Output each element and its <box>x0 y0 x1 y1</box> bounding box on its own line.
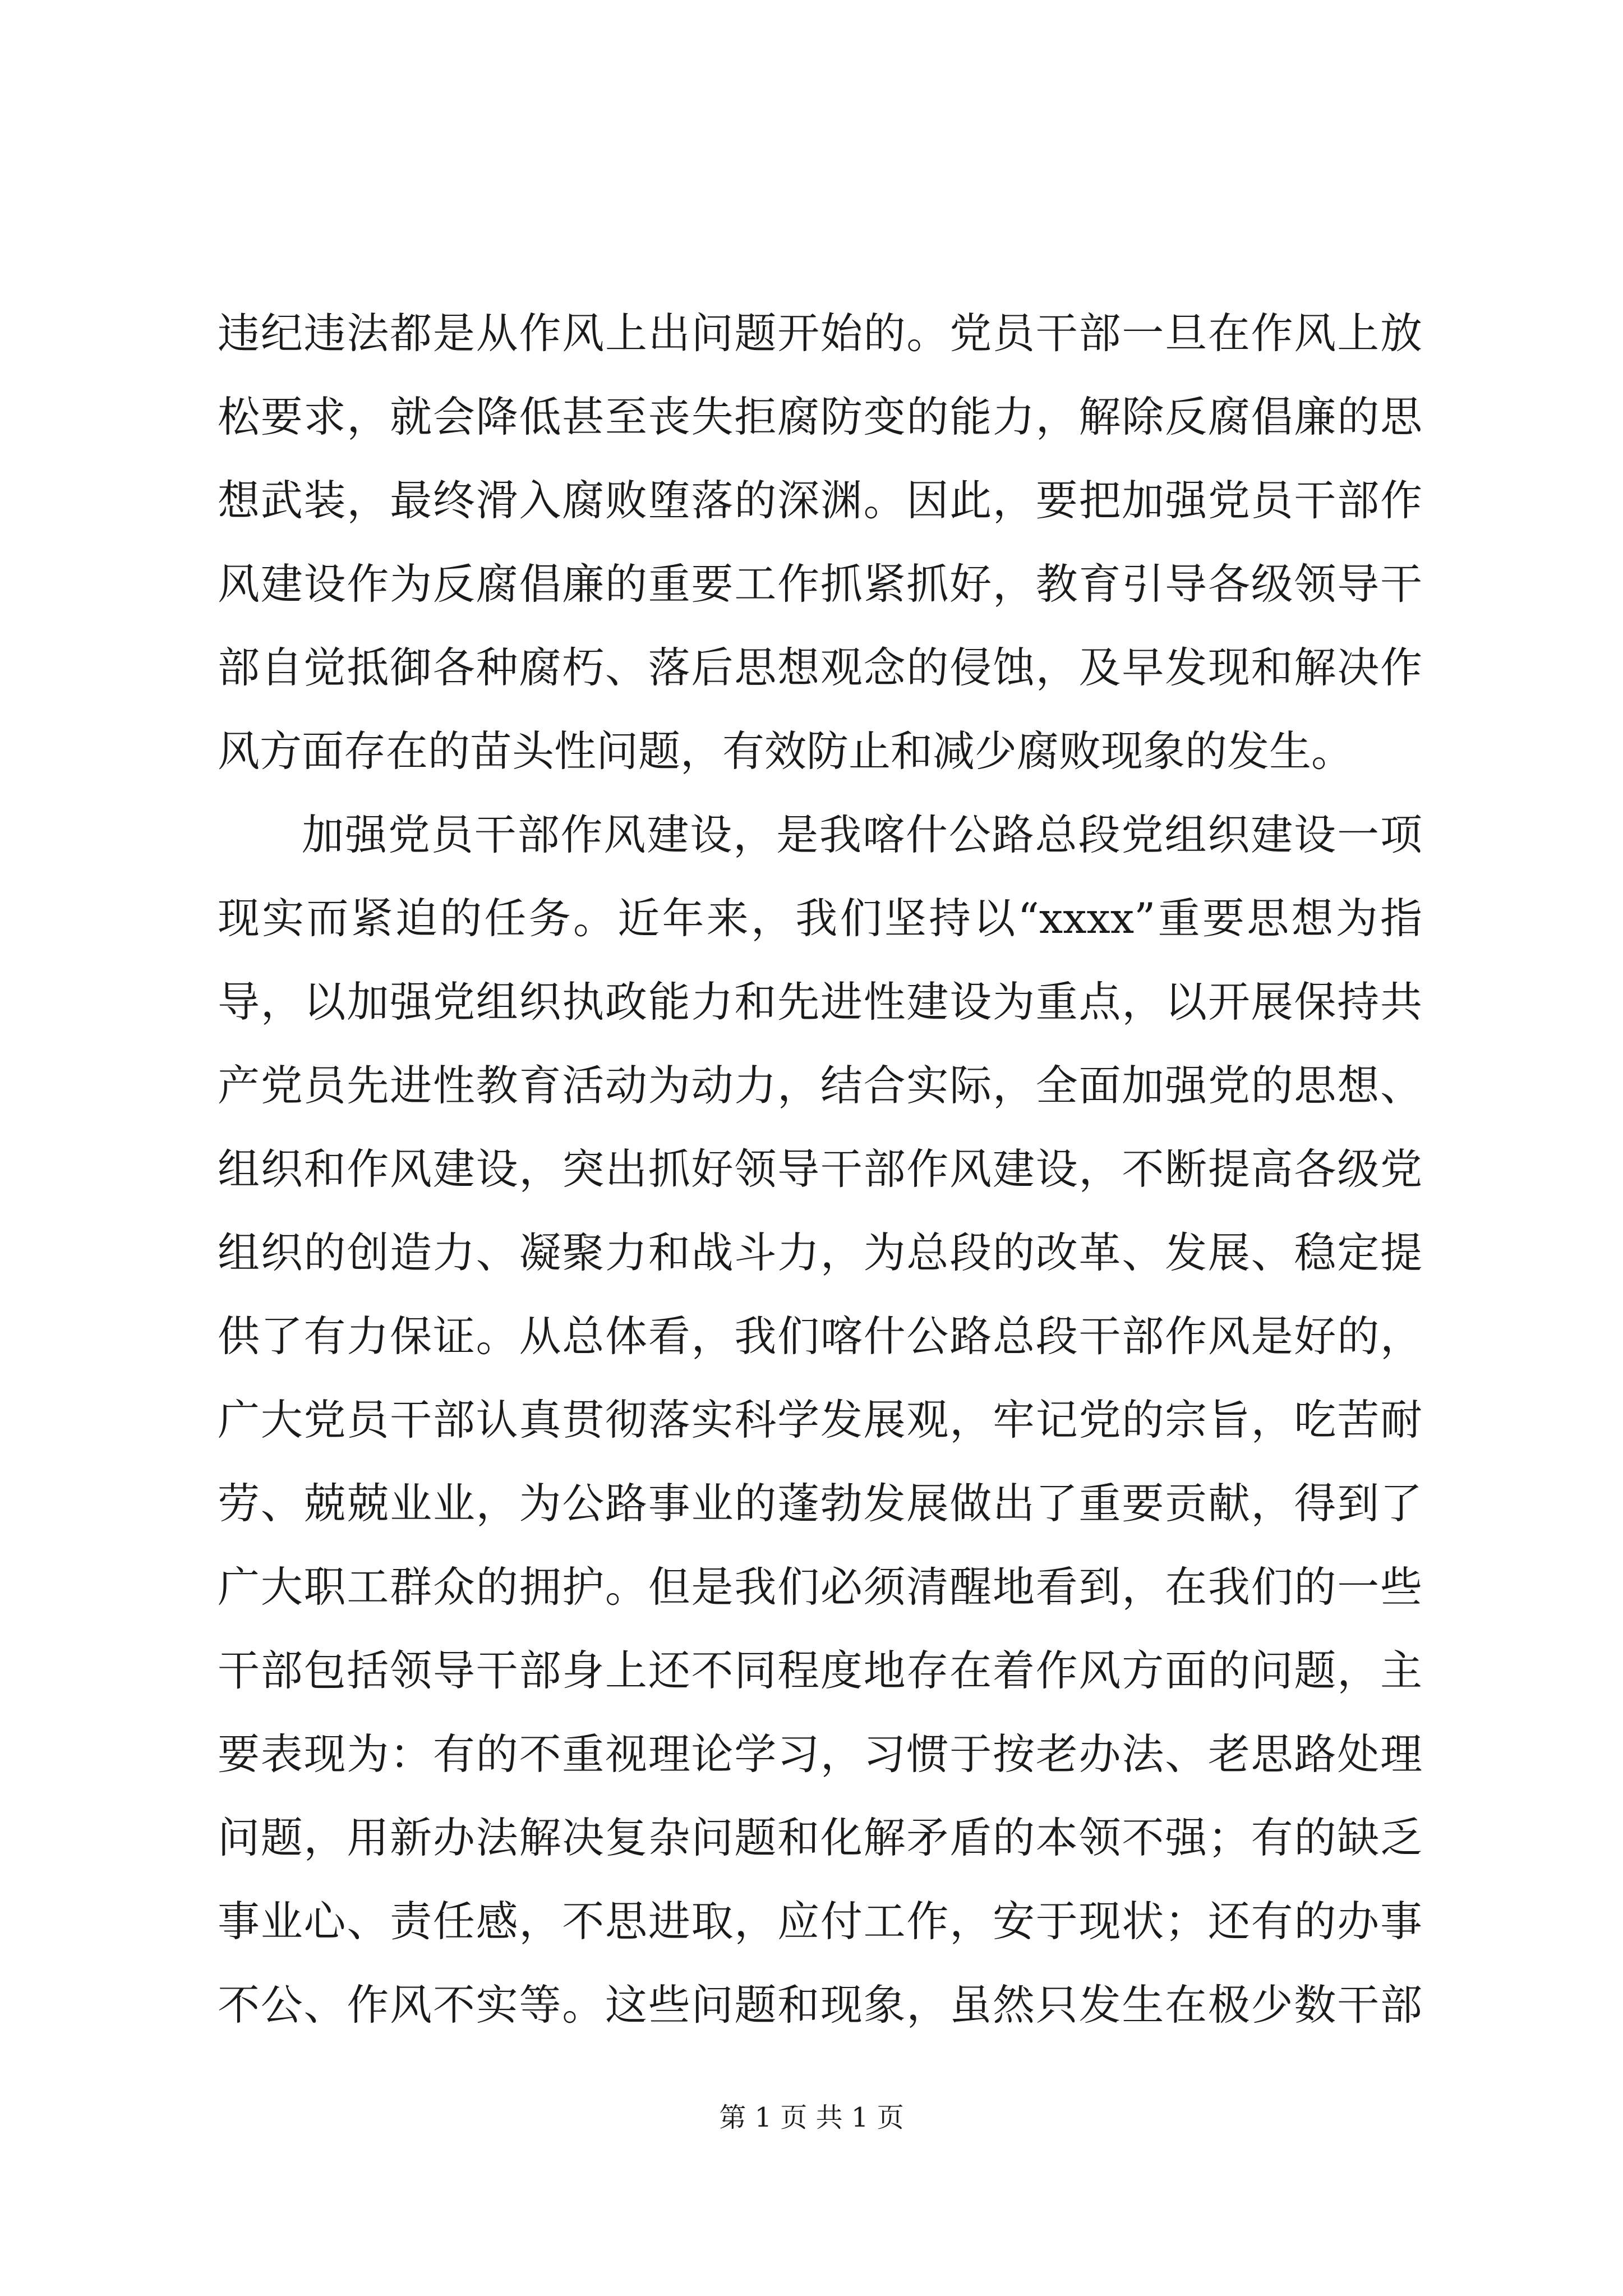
text-line: 广大职工群众的拥护。但是我们必须清醒地看到，在我们的一些 <box>218 1562 1422 1612</box>
text-line: 组织的创造力、凝聚力和战斗力，为总段的改革、发展、稳定提 <box>218 1228 1422 1277</box>
document-body <box>218 292 1422 2047</box>
text-line: 想武装，最终滑入腐败堕落的深渊。因此，要把加强党员干部作 <box>218 476 1422 525</box>
text-line: 干部包括领导干部身上还不同程度地存在着作风方面的问题，主 <box>218 1646 1422 1695</box>
text-line: 松要求，就会降低甚至丧失拒腐防变的能力，解除反腐倡廉的思 <box>218 392 1422 441</box>
paragraph-1 <box>218 292 1422 793</box>
text-line: 供了有力保证。从总体看，我们喀什公路总段干部作风是好的， <box>218 1312 1422 1361</box>
text-line: 风方面存在的苗头性问题，有效防止和减少腐败现象的发生。 <box>218 726 1354 776</box>
text-line: 现实而紧迫的任务。近年来，我们坚持以“xxxx”重要思想为指 <box>218 894 1422 943</box>
text-line: 组织和作风建设，突出抓好领导干部作风建设，不断提高各级党 <box>218 1144 1422 1194</box>
paragraph-2 <box>218 793 1422 2047</box>
text-line: 加强党员干部作风建设，是我喀什公路总段党组织建设一项 <box>302 810 1422 859</box>
text-line: 问题，用新办法解决复杂问题和化解矛盾的本领不强；有的缺乏 <box>218 1813 1422 1862</box>
text-line: 风建设作为反腐倡廉的重要工作抓紧抓好，教育引导各级领导干 <box>218 559 1422 609</box>
text-line: 事业心、责任感，不思进取，应付工作，安于现状；还有的办事 <box>218 1897 1422 1946</box>
page-number-label: 第 1 页 共 1 页 <box>719 2102 904 2133</box>
text-line: 违纪违法都是从作风上出问题开始的。党员干部一旦在作风上放 <box>218 309 1422 358</box>
text-line: 导，以加强党组织执政能力和先进性建设为重点，以开展保持共 <box>218 977 1422 1027</box>
text-line: 要表现为：有的不重视理论学习，习惯于按老办法、老思路处理 <box>218 1729 1422 1779</box>
text-line: 劳、兢兢业业，为公路事业的蓬勃发展做出了重要贡献，得到了 <box>218 1479 1422 1528</box>
text-line: 不公、作风不实等。这些问题和现象，虽然只发生在极少数干部 <box>218 1980 1422 2030</box>
text-line: 广大党员干部认真贯彻落实科学发展观，牢记党的宗旨，吃苦耐 <box>218 1395 1422 1444</box>
text-line: 产党员先进性教育活动为动力，结合实际，全面加强党的思想、 <box>218 1061 1422 1110</box>
page-footer <box>0 2101 1623 2134</box>
text-line: 部自觉抵御各种腐朽、落后思想观念的侵蚀，及早发现和解决作 <box>218 643 1422 692</box>
